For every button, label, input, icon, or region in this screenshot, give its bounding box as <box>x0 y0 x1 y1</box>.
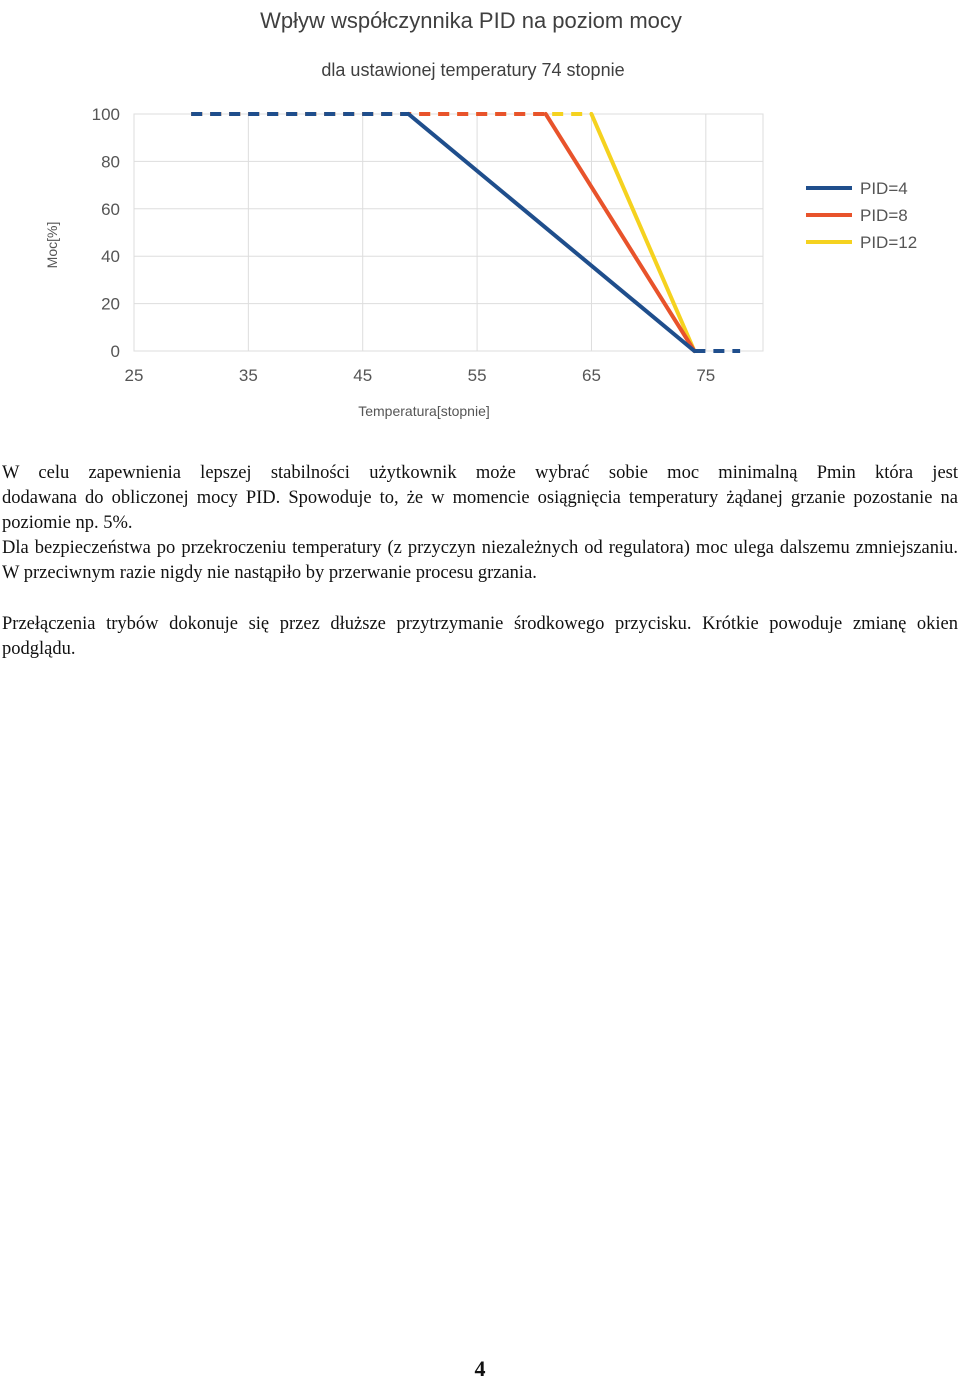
chart-legend <box>806 179 917 252</box>
text-block-2 <box>2 612 958 662</box>
page-number: 4 <box>474 1356 486 1381</box>
x-tick-label: 75 <box>696 366 716 385</box>
legend-label-pid-8: PID=8 <box>860 206 908 225</box>
y-tick-label: 80 <box>101 152 120 172</box>
chart-title: Wpływ współczynnika PID na poziom mocy <box>260 8 682 33</box>
series-pid-4-line <box>408 114 694 351</box>
paragraph-2: Dla bezpieczeństwa po przekroczeniu temperatury (z przyczyn niezależnych od regulatora) moc ulega dalszemu zmniejszaniu. W przeciwnym razie nigdy nie nastąpiło by przerwanie procesu grzania. <box>2 538 958 583</box>
x-tick-label: 65 <box>581 366 601 385</box>
x-axis-label: Temperatura[stopnie] <box>358 403 490 419</box>
y-tick-label: 40 <box>101 247 120 267</box>
chart-axes <box>92 105 716 385</box>
series-pid-8-line <box>546 114 695 351</box>
paragraph-1-rest: dodawana do obliczonej mocy PID. Spowoduje to, że w momencie osiągnięcia temperatury żądanej grzanie pozostanie na poziomie np. 5%. <box>2 488 958 533</box>
pid-power-chart <box>0 0 960 440</box>
y-tick-label: 0 <box>110 342 120 361</box>
y-tick-label: 60 <box>101 199 120 219</box>
y-axis-label: Moc[%] <box>44 221 60 269</box>
text-block-1 <box>2 461 958 586</box>
series-pid-12-line <box>591 114 694 351</box>
legend-label-pid-12: PID=12 <box>860 233 918 252</box>
chart-series <box>191 114 740 351</box>
chart-subtitle: dla ustawionej temperatury 74 stopnie <box>321 60 625 80</box>
paragraph-3: Przełączenia trybów dokonuje się przez dłuższe przytrzymanie środkowego przycisku. Krótkie powoduje zmianę okien podglądu. <box>2 614 958 659</box>
paragraph-1-lead: W celu zapewnienia lepszej stabilności użytkownik może wybrać sobie moc minimalną Pmin która jest <box>2 463 958 483</box>
x-tick-label: 45 <box>353 366 373 385</box>
y-tick-label: 20 <box>101 294 120 314</box>
legend-label-pid-4: PID=4 <box>860 179 908 198</box>
y-tick-label: 100 <box>91 105 120 124</box>
x-tick-label: 55 <box>467 366 487 385</box>
x-tick-label: 25 <box>124 366 144 385</box>
x-tick-label: 35 <box>238 366 258 385</box>
